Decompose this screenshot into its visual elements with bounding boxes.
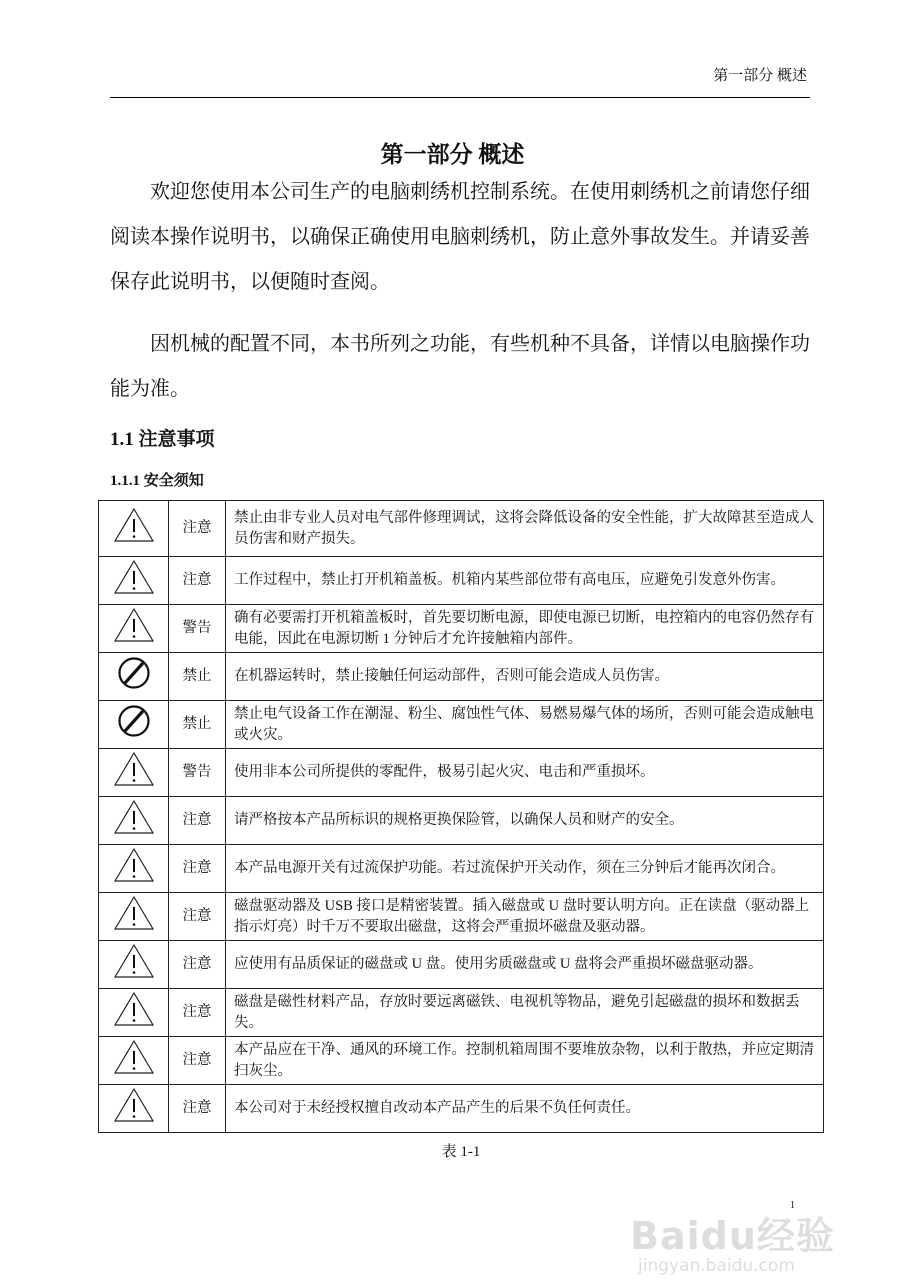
table-row bbox=[99, 749, 824, 797]
table-row bbox=[99, 501, 824, 557]
note-paragraph: 因机械的配置不同，本书所列之功能，有些机种不具备，详情以电脑操作功能为准。 bbox=[110, 333, 810, 400]
table-block bbox=[98, 500, 824, 1161]
intro-paragraph: 欢迎您使用本公司生产的电脑刺绣机控制系统。在使用刺绣机之前请您仔细阅读本操作说明书，以确保正确使用电脑刺绣机，防止意外事故发生。并请妥善保存此说明书，以便随时查阅。 bbox=[110, 181, 810, 293]
warning-triangle-icon bbox=[99, 797, 169, 845]
table-row bbox=[99, 557, 824, 605]
severity-label: 注意 bbox=[169, 941, 226, 989]
warning-triangle-icon bbox=[99, 941, 169, 989]
safety-text: 磁盘驱动器及 USB 接口是精密装置。插入磁盘或 U 盘时要认明方向。正在读盘（驱动器上指示灯亮）时千万不要取出磁盘，这将会严重损坏磁盘及驱动器。 bbox=[226, 893, 824, 941]
safety-text: 本产品电源开关有过流保护功能。若过流保护开关动作，须在三分钟后才能再次闭合。 bbox=[226, 845, 824, 893]
watermark-logo: Baidu经验 bbox=[630, 1214, 835, 1258]
running-header: 第一部分 概述 bbox=[713, 68, 807, 84]
safety-text: 使用非本公司所提供的零配件，极易引起火灾、电击和严重损坏。 bbox=[226, 749, 824, 797]
severity-label: 禁止 bbox=[169, 701, 226, 749]
prohibited-icon bbox=[99, 653, 169, 701]
header-rule bbox=[110, 97, 810, 98]
warning-triangle-icon bbox=[99, 501, 169, 557]
safety-text: 请严格按本产品所标识的规格更换保险管，以确保人员和财产的安全。 bbox=[226, 797, 824, 845]
safety-text: 本产品应在干净、通风的环境工作。控制机箱周围不要堆放杂物，以利于散热，并应定期清扫灰尘。 bbox=[226, 1037, 824, 1085]
table-row bbox=[99, 797, 824, 845]
safety-text: 磁盘是磁性材料产品，存放时要远离磁铁、电视机等物品，避免引起磁盘的损坏和数据丢失。 bbox=[226, 989, 824, 1037]
warning-triangle-icon bbox=[99, 845, 169, 893]
safety-text: 在机器运转时，禁止接触任何运动部件，否则可能会造成人员伤害。 bbox=[226, 653, 824, 701]
section-heading: 1.1 注意事项 bbox=[110, 429, 215, 450]
severity-label: 注意 bbox=[169, 501, 226, 557]
prohibited-icon bbox=[99, 701, 169, 749]
table-row bbox=[99, 845, 824, 893]
safety-text: 本公司对于未经授权擅自改动本产品产生的后果不负任何责任。 bbox=[226, 1085, 824, 1133]
warning-triangle-icon bbox=[99, 749, 169, 797]
warning-triangle-icon bbox=[99, 893, 169, 941]
safety-table bbox=[98, 500, 824, 1133]
severity-label: 警告 bbox=[169, 605, 226, 653]
severity-label: 禁止 bbox=[169, 653, 226, 701]
warning-triangle-icon bbox=[99, 1085, 169, 1133]
severity-label: 注意 bbox=[169, 989, 226, 1037]
watermark-url: jingyan.baidu.com bbox=[638, 1256, 795, 1276]
table-row bbox=[99, 653, 824, 701]
warning-triangle-icon bbox=[99, 989, 169, 1037]
severity-label: 注意 bbox=[169, 557, 226, 605]
severity-label: 注意 bbox=[169, 797, 226, 845]
warning-triangle-icon bbox=[99, 605, 169, 653]
watermark bbox=[630, 1216, 835, 1276]
safety-text: 确有必要需打开机箱盖板时，首先要切断电源，即使电源已切断，电控箱内的电容仍然存有电能，因此在电源切断 1 分钟后才允许接触箱内部件。 bbox=[226, 605, 824, 653]
table-row bbox=[99, 1037, 824, 1085]
table-row bbox=[99, 605, 824, 653]
page-number: 1 bbox=[790, 1200, 795, 1211]
severity-label: 注意 bbox=[169, 845, 226, 893]
table-row bbox=[99, 701, 824, 749]
subsection-heading: 1.1.1 安全须知 bbox=[110, 473, 204, 489]
warning-triangle-icon bbox=[99, 557, 169, 605]
table-row bbox=[99, 1085, 824, 1133]
severity-label: 注意 bbox=[169, 1085, 226, 1133]
safety-text: 工作过程中，禁止打开机箱盖板。机箱内某些部位带有高电压，应避免引发意外伤害。 bbox=[226, 557, 824, 605]
severity-label: 警告 bbox=[169, 749, 226, 797]
table-row bbox=[99, 989, 824, 1037]
safety-text: 禁止由非专业人员对电气部件修理调试，这将会降低设备的安全性能，扩大故障甚至造成人员伤害和财产损失。 bbox=[226, 501, 824, 557]
severity-label: 注意 bbox=[169, 893, 226, 941]
warning-triangle-icon bbox=[99, 1037, 169, 1085]
table-caption: 表 1-1 bbox=[441, 1144, 481, 1160]
table-row bbox=[99, 941, 824, 989]
safety-text: 应使用有品质保证的磁盘或 U 盘。使用劣质磁盘或 U 盘将会严重损坏磁盘驱动器。 bbox=[226, 941, 824, 989]
table-row bbox=[99, 893, 824, 941]
safety-text: 禁止电气设备工作在潮湿、粉尘、腐蚀性气体、易燃易爆气体的场所，否则可能会造成触电或火灾。 bbox=[226, 701, 824, 749]
severity-label: 注意 bbox=[169, 1037, 226, 1085]
page-title: 第一部分 概述 bbox=[380, 142, 525, 167]
